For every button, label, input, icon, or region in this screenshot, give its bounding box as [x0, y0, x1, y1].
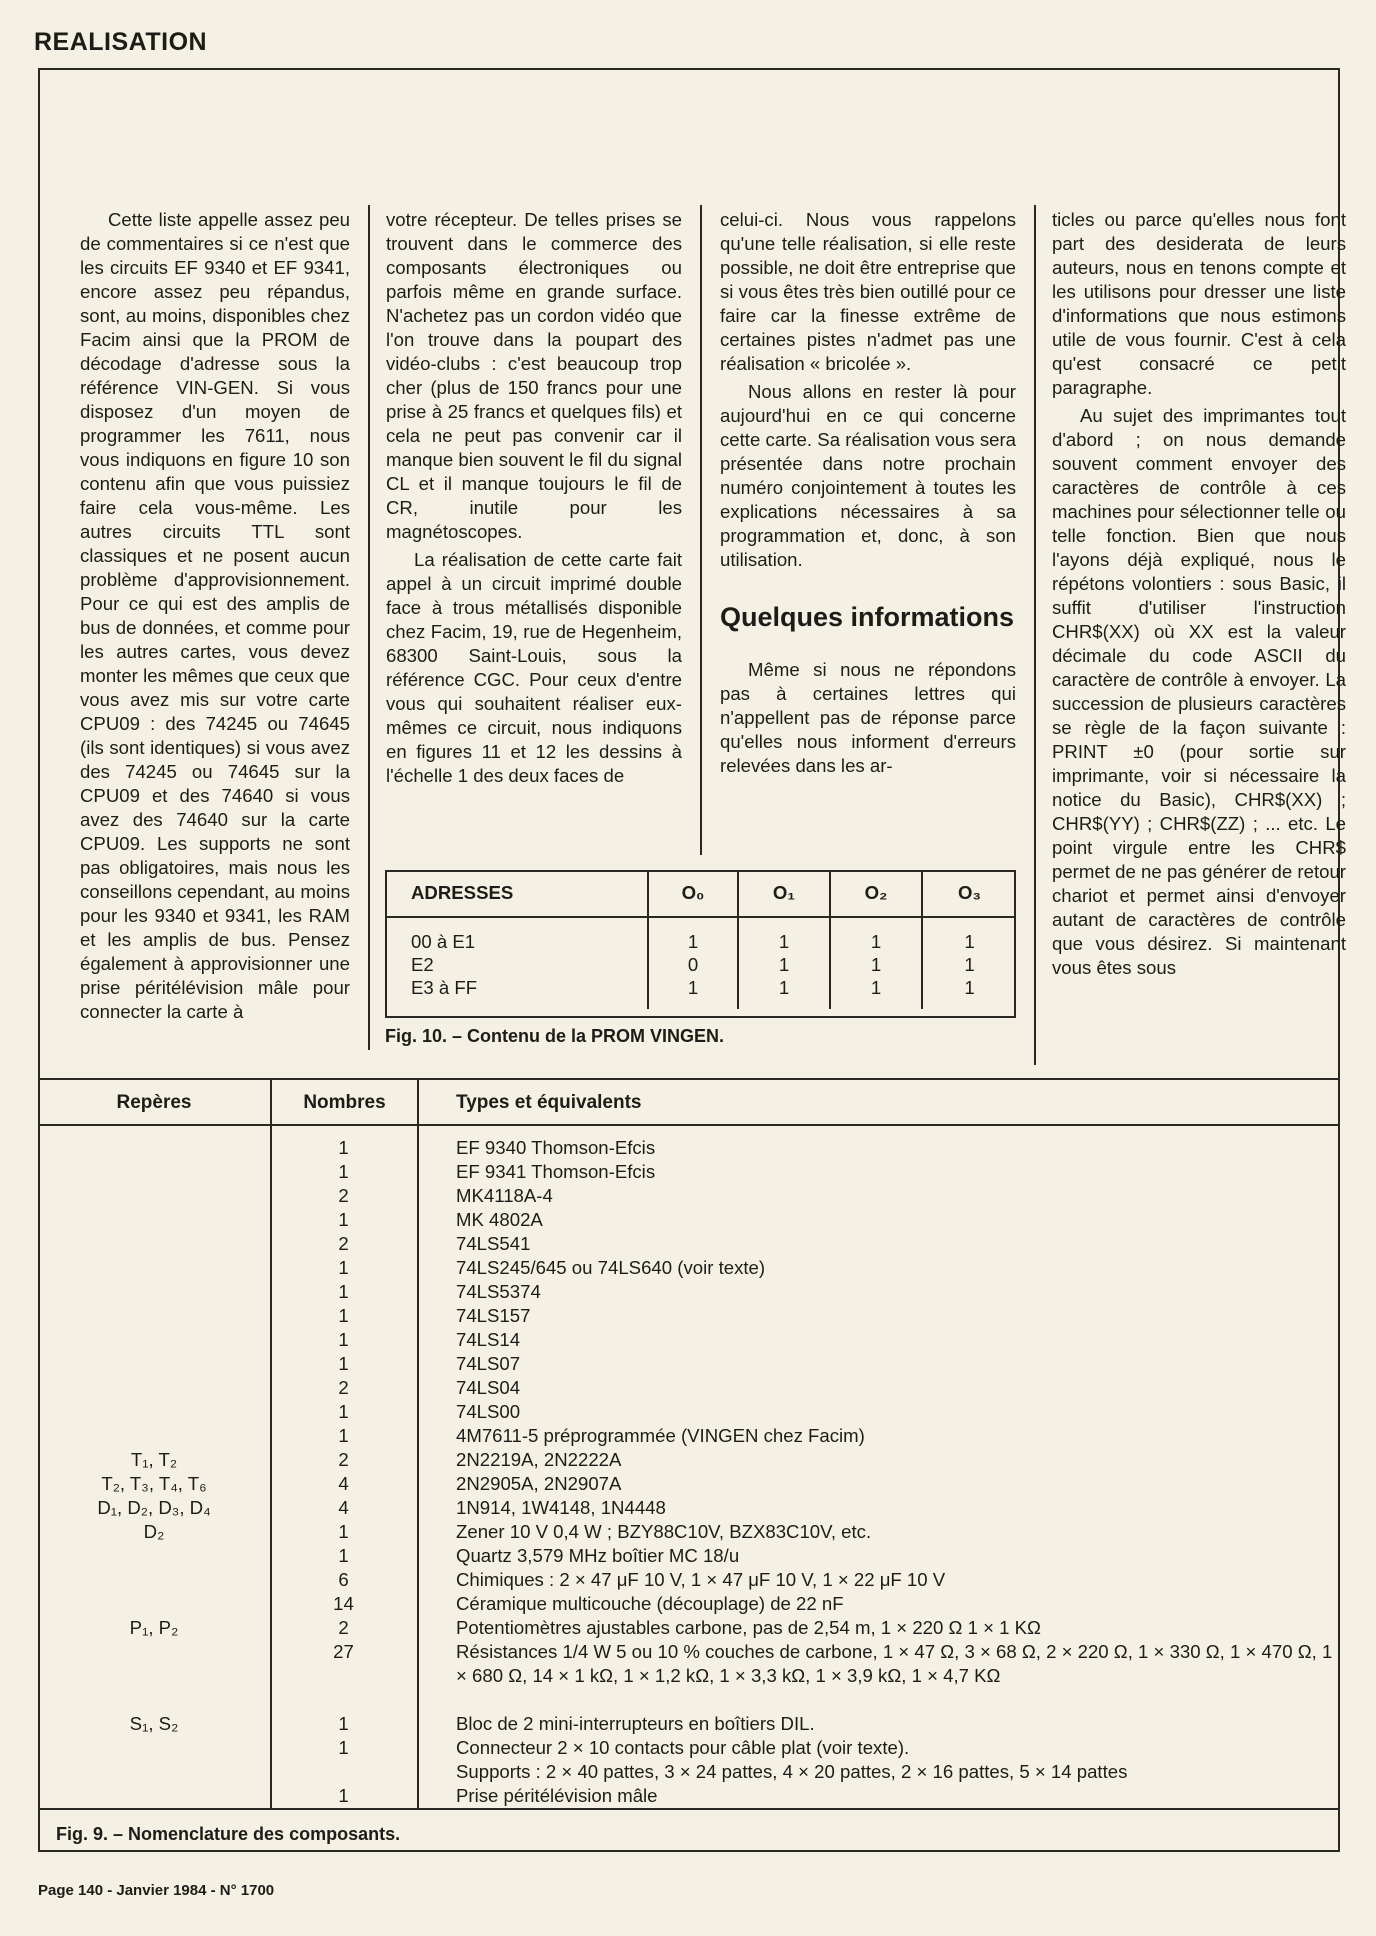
table-row — [38, 1256, 1340, 1280]
table-cell: 1 — [830, 976, 922, 1009]
table-cell: E3 à FF — [411, 977, 478, 998]
table-row — [38, 1616, 1340, 1640]
quantity-cell: 1 — [338, 1545, 349, 1566]
table-row — [38, 1520, 1340, 1544]
type-cell: MK4118A-4 — [456, 1185, 553, 1206]
type-cell: Céramique multicouche (découplage) de 22 nF — [456, 1593, 844, 1614]
type-cell: Chimiques : 2 × 47 μF 10 V, 1 × 47 μF 10 V, 1 × 22 μF 10 V — [456, 1569, 946, 1590]
quantity-cell: 27 — [333, 1641, 354, 1662]
type-cell: 2N2219A, 2N2222A — [456, 1449, 622, 1470]
paragraph: votre récepteur. De telles prises se trouvent dans le commerce des composants électroniques ou parfois même en grande surface. N'achetez pas un cordon vidéo que l'on trouve dans la poupart des vidéo-clubs : c'est beaucoup trop cher (plus de 150 francs pour une prise à 25 francs et quelques fils) et cela ne peut pas convenir car il manque bien souvent le fil du signal CL et il manque toujours le fil de CR, inutile pour les magnétoscopes. — [386, 209, 682, 542]
type-cell: 74LS541 — [456, 1233, 531, 1254]
table-row — [38, 1784, 1340, 1808]
table-cell: 1 — [830, 917, 922, 953]
table-row — [38, 1496, 1340, 1520]
type-cell: EF 9341 Thomson-Efcis — [456, 1161, 656, 1182]
type-cell: 1N914, 1W4148, 1N4448 — [456, 1497, 666, 1518]
page-footer: Page 140 - Janvier 1984 - N° 1700 — [38, 1882, 275, 1899]
table-header-rule — [38, 1124, 1340, 1126]
column-header: Nombres — [303, 1092, 386, 1113]
type-cell: 74LS245/645 ou 74LS640 (voir texte) — [456, 1257, 766, 1278]
reference-cell: D₂ — [143, 1521, 165, 1542]
column-header: O₂ — [830, 870, 922, 917]
table-row — [38, 1160, 1340, 1184]
table-cell: 1 — [922, 953, 1016, 976]
reference-cell: D₁, D₂, D₃, D₄ — [97, 1497, 211, 1518]
table-row — [38, 1400, 1340, 1424]
table-cell: 1 — [738, 953, 830, 976]
type-cell: 74LS00 — [456, 1401, 521, 1422]
figure-caption: Fig. 10. – Contenu de la PROM VINGEN. — [385, 1026, 725, 1046]
type-cell: Bloc de 2 mini-interrupteurs en boîtiers DIL. — [456, 1713, 815, 1734]
table-row — [38, 1760, 1340, 1784]
quantity-cell: 2 — [338, 1185, 349, 1206]
paragraph: Au sujet des imprimantes tout d'abord ; on nous demande souvent comment envoyer des caractères de contrôle à ces machines pour sélectionner telle ou telle fonction. Bien que nous l'ayons déjà expliqué, nous le répétons volontiers : sous Basic, il suffit d'utiliser l'instruction CHR$(XX) où XX est la valeur décimale du code ASCII du caractère de contrôle à envoyer. La succession de plusieurs caractères se règle de la façon suivante : PRINT ±0 (pour sortie sur imprimante, voir si nécessaire la notice du Basic), CHR$(XX) ; CHR$(YY) ; CHR$(ZZ) ; ... etc. Le point virgule entre les CHR$ permet de ne pas générer de retour chariot et permet ainsi d'envoyer autant de caractères de contrôle que vous désirez. Si maintenant vous êtes sous — [1052, 405, 1346, 978]
type-cell: 4M7611-5 préprogrammée (VINGEN chez Facim) — [456, 1425, 865, 1446]
table-row — [38, 1712, 1340, 1736]
quantity-cell: 1 — [338, 1209, 349, 1230]
table-cell: 1 — [648, 917, 738, 953]
type-cell: EF 9340 Thomson-Efcis — [456, 1137, 656, 1158]
column-header: ADRESSES — [385, 870, 648, 917]
table-row — [385, 953, 1016, 976]
quantity-cell: 1 — [338, 1305, 349, 1326]
type-cell: 74LS5374 — [456, 1281, 541, 1302]
section-heading: Quelques informations — [720, 602, 1015, 632]
text-column-3 — [720, 208, 1016, 778]
quantity-cell: 2 — [338, 1377, 349, 1398]
type-cell: Quartz 3,579 MHz boîtier MC 18/u — [456, 1545, 740, 1566]
quantity-cell: 1 — [338, 1785, 349, 1806]
table-cell: E2 — [411, 954, 434, 975]
quantity-cell: 1 — [338, 1281, 349, 1302]
reference-cell: T₁, T₂ — [130, 1449, 178, 1470]
text-column-4 — [1052, 208, 1346, 980]
column-divider — [368, 205, 370, 1050]
table-row — [38, 1136, 1340, 1160]
reference-cell: S₁, S₂ — [129, 1713, 179, 1734]
quantity-cell: 1 — [338, 1353, 349, 1374]
table-row — [38, 1472, 1340, 1496]
column-divider — [700, 205, 702, 855]
column-header: Types et équivalents — [456, 1092, 642, 1113]
type-cell: 2N2905A, 2N2907A — [456, 1473, 622, 1494]
components-table — [38, 1136, 1340, 1808]
type-cell: Prise péritélévision mâle — [456, 1785, 658, 1806]
quantity-cell: 2 — [338, 1449, 349, 1470]
table-row — [38, 1376, 1340, 1400]
type-cell: 74LS04 — [456, 1377, 521, 1398]
table-cell: 1 — [738, 976, 830, 1009]
paragraph: celui-ci. Nous vous rappelons qu'une telle réalisation, si elle reste possible, ne doit être entreprise que si vous êtes très bien outillé pour ce faire car la finesse extrême de certaines pistes n'admet pas une réalisation « bricolée ». — [720, 209, 1016, 374]
quantity-cell: 14 — [333, 1593, 354, 1614]
reference-cell: P₁, P₂ — [129, 1617, 179, 1638]
text-column-2 — [386, 208, 682, 788]
type-cell: Connecteur 2 × 10 contacts pour câble plat (voir texte). — [456, 1737, 910, 1758]
quantity-cell: 1 — [338, 1137, 349, 1158]
column-divider — [1034, 205, 1036, 1065]
table-cell: 0 — [648, 953, 738, 976]
table-row — [38, 1736, 1340, 1760]
type-cell: Résistances 1/4 W 5 ou 10 % couches de carbone, 1 × 47 Ω, 3 × 68 Ω, 2 × 220 Ω, 1 × 330 Ω, 1 × 470 Ω, 1 × 680 Ω, 14 × 1 kΩ, 1 × 1,2 kΩ, 1 × 3,3 kΩ, 1 × 3,9 kΩ, 1 × 4,7 KΩ — [456, 1641, 1333, 1686]
table-row — [38, 1448, 1340, 1472]
section-rule — [38, 1078, 1340, 1080]
type-cell: MK 4802A — [456, 1209, 543, 1230]
type-cell: 74LS07 — [456, 1353, 521, 1374]
prom-content-table — [385, 870, 1016, 1009]
section-header: REALISATION — [34, 28, 208, 56]
quantity-cell: 1 — [338, 1737, 349, 1758]
quantity-cell: 1 — [338, 1161, 349, 1182]
table-row — [38, 1304, 1340, 1328]
table-row — [38, 1352, 1340, 1376]
table-cell: 1 — [830, 953, 922, 976]
column-header: O₃ — [922, 870, 1016, 917]
paragraph: Cette liste appelle assez peu de commentaires si ce n'est que les circuits EF 9340 et EF 9341, encore assez peu répandus, sont, au moins, disponibles chez Facim ainsi que la PROM de décodage d'adresse sous la référence VIN-GEN. Si vous disposez d'un moyen de programmer les 7611, nous vous indiquons en figure 10 son contenu afin que vous puissiez faire cela vous-même. Les autres circuits TTL sont classiques et ne posent aucun problème d'approvisionnement. Pour ce qui est des amplis de bus de données, et comme pour les autres cartes, vous devez monter les mêmes que ceux que vous avez mis sur votre carte CPU09 : des 74245 ou 74645 (ils sont identiques) si vous avez des 74245 ou 74645 sur la CPU09 et des 74640 si vous avez des 74640 sur la carte CPU09. Les supports ne sont pas obligatoires, mais nous les conseillons cependant, au moins pour les 9340 et 9341, les RAM et les amplis de bus. Pensez également à approvisionner une prise péritélévision mâle pour connecter la carte à — [80, 209, 350, 1022]
quantity-cell: 1 — [338, 1713, 349, 1734]
type-cell: Potentiomètres ajustables carbone, pas de 2,54 m, 1 × 220 Ω 1 × 1 KΩ — [456, 1617, 1041, 1638]
quantity-cell: 4 — [338, 1473, 349, 1494]
column-header: O₀ — [648, 870, 738, 917]
table-cell: 1 — [738, 917, 830, 953]
paragraph: La réalisation de cette carte fait appel à un circuit imprimé double face à trous métallisés disponible chez Facim, 19, rue de Hegenheim, 68300 Saint-Louis, sous la référence CGC. Pour ceux d'entre vous qui souhaitent réaliser eux-mêmes ce circuit, nous indiquons en figures 11 et 12 les dessins à l'échelle 1 des deux faces de — [386, 549, 682, 786]
table-row — [385, 976, 1016, 1009]
quantity-cell: 1 — [338, 1329, 349, 1350]
table-row — [38, 1544, 1340, 1568]
text-column-1 — [80, 208, 350, 1024]
table-footer-rule — [38, 1808, 1340, 1810]
table-row — [38, 1640, 1340, 1712]
table-cell: 1 — [922, 976, 1016, 1009]
table-row — [38, 1184, 1340, 1208]
table-cell: 1 — [922, 917, 1016, 953]
table-row — [38, 1280, 1340, 1304]
type-cell: 74LS157 — [456, 1305, 531, 1326]
quantity-cell: 1 — [338, 1401, 349, 1422]
table-row — [38, 1424, 1340, 1448]
table-cell: 1 — [648, 976, 738, 1009]
reference-cell: T₂, T₃, T₄, T₆ — [101, 1473, 207, 1494]
paragraph: Même si nous ne répondons pas à certaines lettres qui n'appellent pas de réponse parce qu'elles nous informent d'erreurs relevées dans les ar- — [720, 659, 1016, 776]
quantity-cell: 2 — [338, 1233, 349, 1254]
quantity-cell: 6 — [338, 1569, 349, 1590]
type-cell: Zener 10 V 0,4 W ; BZY88C10V, BZX83C10V, etc. — [456, 1521, 872, 1542]
paragraph: ticles ou parce qu'elles nous font part des desiderata de leurs auteurs, nous en tenons compte et les utilisons pour dresser une liste d'informations que nous estimons utile de vous fournir. C'est à cela qu'est consacré ce petit paragraphe. — [1052, 209, 1346, 398]
quantity-cell: 1 — [338, 1521, 349, 1542]
table-row — [38, 1208, 1340, 1232]
column-header: O₁ — [738, 870, 830, 917]
table-cell: 00 à E1 — [411, 931, 476, 952]
quantity-cell: 4 — [338, 1497, 349, 1518]
type-cell: 74LS14 — [456, 1329, 521, 1350]
figure-caption: Fig. 9. – Nomenclature des composants. — [56, 1824, 401, 1844]
table-row — [385, 917, 1016, 953]
table-row — [38, 1568, 1340, 1592]
paragraph: Nous allons en rester là pour aujourd'hui en ce qui concerne cette carte. Sa réalisation vous sera présentée dans notre prochain numéro conjointement à toutes les explications nécessaires à sa programmation et, donc, à son utilisation. — [720, 381, 1016, 570]
column-header: Repères — [116, 1092, 192, 1113]
quantity-cell: 2 — [338, 1617, 349, 1638]
table-row — [38, 1232, 1340, 1256]
table-row — [38, 1592, 1340, 1616]
table-row — [38, 1328, 1340, 1352]
quantity-cell: 1 — [338, 1257, 349, 1278]
type-cell: Supports : 2 × 40 pattes, 3 × 24 pattes, 4 × 20 pattes, 2 × 16 pattes, 5 × 14 pattes — [456, 1761, 1128, 1782]
quantity-cell: 1 — [338, 1425, 349, 1446]
